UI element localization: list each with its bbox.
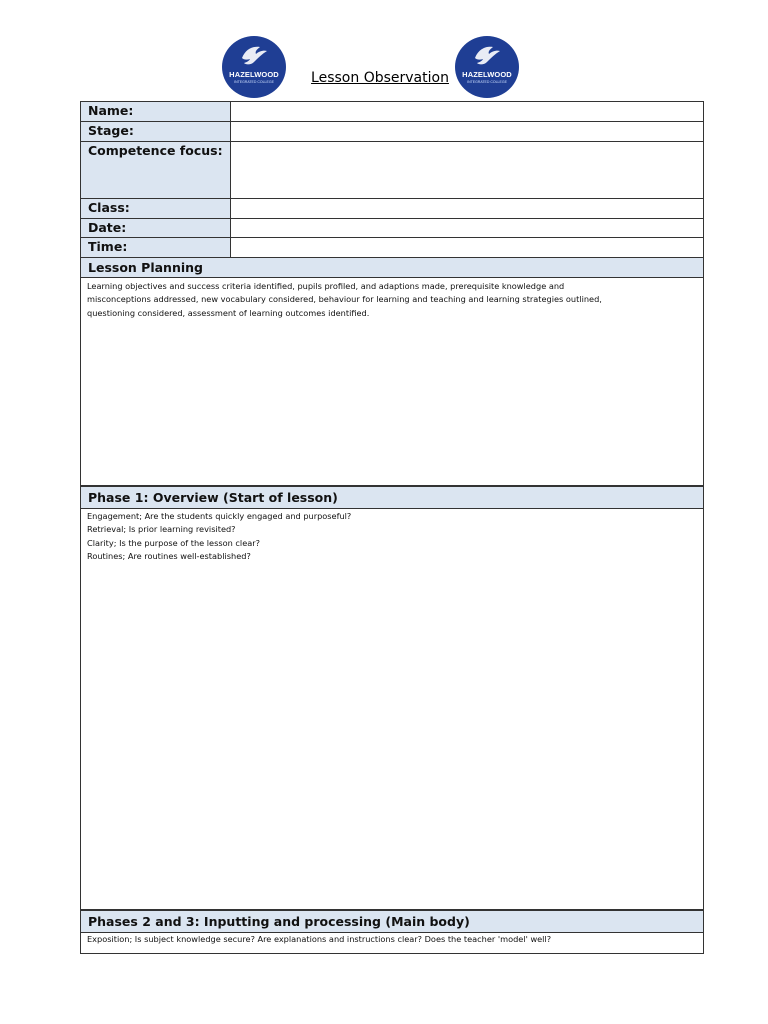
page-title: Lesson Observation: [311, 70, 449, 86]
logo-subtext: INTEGRATED COLLEGE: [467, 80, 507, 84]
school-logo-right: [455, 36, 519, 98]
field-row-name: [81, 102, 703, 122]
stage-field[interactable]: [231, 122, 703, 141]
lesson-planning-line: misconceptions addressed, new vocabulary considered, behaviour for learning and teaching and learning strategies outlined,: [87, 294, 602, 305]
phase1-heading: Phase 1: Overview (Start of lesson): [81, 485, 703, 509]
lesson-planning-area[interactable]: [81, 278, 703, 485]
logo-text: HAZELWOOD: [229, 70, 279, 79]
time-field[interactable]: [231, 238, 703, 257]
name-field[interactable]: [231, 102, 703, 121]
field-label-competence: Competence focus:: [81, 142, 231, 198]
phase23-area[interactable]: [81, 933, 703, 953]
field-row-time: [81, 238, 703, 258]
field-label-date: Date:: [81, 219, 231, 237]
field-row-stage: [81, 122, 703, 142]
logo-subtext: INTEGRATED COLLEGE: [234, 80, 274, 84]
field-row-date: [81, 219, 703, 238]
field-label-time: Time:: [81, 238, 231, 257]
phase1-area[interactable]: [81, 509, 703, 909]
logo-text: HAZELWOOD: [462, 70, 512, 79]
phase1-line: Retrieval; Is prior learning revisited?: [87, 524, 236, 535]
field-label-name: Name:: [81, 102, 231, 121]
phase23-heading: Phases 2 and 3: Inputting and processing (Main body): [81, 909, 703, 933]
bird-icon: [473, 44, 501, 68]
field-label-class: Class:: [81, 199, 231, 218]
observation-form: [80, 101, 704, 954]
page-header: [0, 36, 768, 98]
bird-icon: [240, 44, 268, 68]
lesson-planning-heading: Lesson Planning: [81, 258, 703, 278]
lesson-planning-line: Learning objectives and success criteria identified, pupils profiled, and adaptions made, prerequisite knowledge and: [87, 281, 565, 291]
date-field[interactable]: [231, 219, 703, 237]
field-label-stage: Stage:: [81, 122, 231, 141]
field-row-class: [81, 199, 703, 219]
phase23-line: Exposition; Is subject knowledge secure? Are explanations and instructions clear? Does the teacher 'model' well?: [87, 934, 552, 944]
phase1-line: Engagement; Are the students quickly engaged and purposeful?: [87, 511, 352, 521]
lesson-planning-line: questioning considered, assessment of learning outcomes identified.: [87, 307, 370, 318]
phase1-line: Routines; Are routines well-established?: [87, 550, 251, 561]
school-logo-left: [222, 36, 286, 98]
field-row-competence: [81, 142, 703, 199]
phase1-line: Clarity; Is the purpose of the lesson clear?: [87, 537, 260, 548]
class-field[interactable]: [231, 199, 703, 218]
competence-focus-field[interactable]: [231, 142, 703, 198]
